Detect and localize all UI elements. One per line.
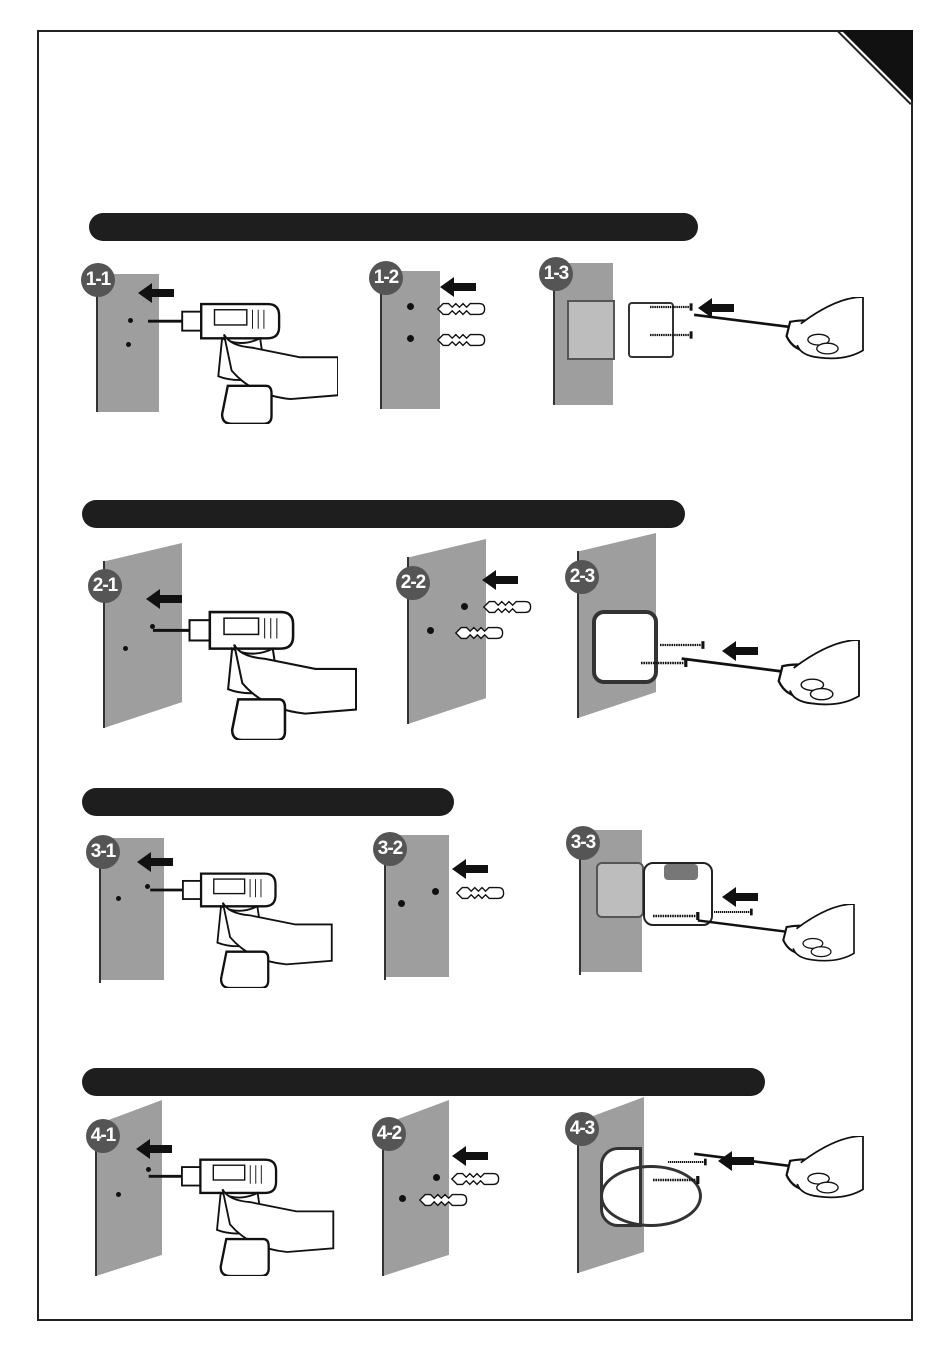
- drill-hole: [126, 342, 131, 347]
- step-badge: 1-3: [539, 257, 573, 291]
- screwdriver-icon: [690, 904, 870, 978]
- drill-hole: [123, 646, 128, 651]
- drill-icon: [146, 1156, 336, 1276]
- left-arrow-icon: [146, 589, 182, 609]
- wall-anchor-icon: [455, 884, 509, 902]
- wall-anchor-icon: [452, 624, 510, 642]
- section-4-header-bar: [82, 1068, 765, 1096]
- step-badge: 4-1: [86, 1119, 120, 1153]
- ring-base: [600, 1165, 702, 1227]
- left-arrow-icon: [440, 277, 476, 297]
- drill-icon: [146, 870, 336, 988]
- drill-hole: [407, 303, 414, 310]
- step-badge: 2-3: [565, 560, 599, 594]
- mounting-plate: [596, 862, 644, 918]
- step-badge: 1-1: [81, 263, 115, 297]
- bracket: [592, 610, 658, 684]
- step-badge: 3-2: [373, 832, 407, 866]
- wall-anchor-icon: [436, 300, 490, 318]
- drill-hole: [432, 888, 439, 895]
- left-arrow-icon: [452, 859, 488, 879]
- wall-anchor-icon: [480, 598, 538, 616]
- section-2-header-bar: [82, 500, 685, 528]
- drill-hole: [116, 1192, 121, 1197]
- step-badge: 2-2: [396, 566, 430, 600]
- screwdriver-icon: [688, 1136, 878, 1216]
- drill-hole: [128, 318, 133, 323]
- wall-anchor-icon: [436, 331, 490, 349]
- wall-anchor-icon: [450, 1170, 504, 1188]
- drill-hole: [407, 335, 414, 342]
- drill-hole: [399, 1195, 406, 1202]
- drill-hole: [427, 627, 434, 634]
- drill-hole: [461, 603, 468, 610]
- left-arrow-icon: [482, 570, 518, 590]
- step-badge: 2-1: [88, 569, 122, 603]
- left-arrow-icon: [137, 852, 173, 872]
- step-badge: 3-1: [86, 835, 120, 869]
- screwdriver-icon: [688, 297, 878, 377]
- corner-tab: [841, 30, 913, 102]
- drill-hole: [116, 896, 121, 901]
- drill-hole: [433, 1174, 440, 1181]
- section-1-header-bar: [89, 213, 698, 241]
- drill-icon: [148, 300, 338, 424]
- step-badge: 4-3: [565, 1112, 599, 1146]
- step-badge: 1-2: [369, 261, 403, 295]
- section-3-header-bar: [82, 788, 454, 816]
- wall-anchor-icon: [418, 1191, 472, 1209]
- device-knob: [664, 864, 698, 880]
- step-badge: 4-2: [372, 1117, 406, 1151]
- drill-icon: [152, 608, 357, 740]
- step-badge: 3-3: [566, 826, 600, 860]
- left-arrow-icon: [452, 1146, 488, 1166]
- mounting-plate: [567, 300, 615, 360]
- drill-hole: [398, 900, 405, 907]
- screwdriver-icon: [680, 640, 870, 724]
